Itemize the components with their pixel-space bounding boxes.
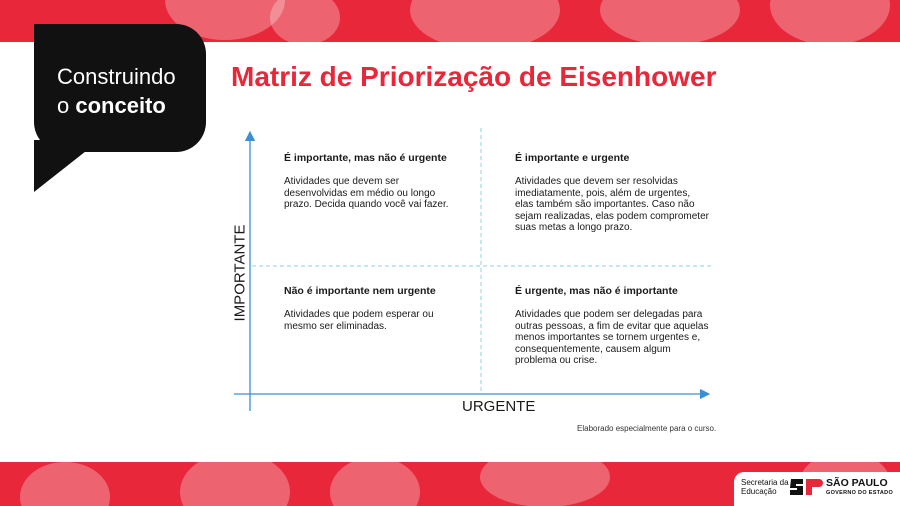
y-axis-label: IMPORTANTE (231, 224, 249, 322)
secretaria-line-2: Educação (741, 487, 777, 496)
state-name: SÃO PAULO (826, 477, 888, 489)
quadrant-text: Atividades que podem ser delegadas para outras pessoas, a fim de evitar que aquelas menos importantes se tornem urgentes e, consequentemente, causem algum problema ou crise. (515, 309, 709, 366)
quadrant-title: É importante e urgente (515, 152, 630, 164)
quadrant-bottom-right (515, 285, 710, 367)
badge-line-1: Construindo (57, 64, 176, 89)
page-title: Matriz de Priorização de Eisenhower (231, 61, 717, 92)
badge-line-2-bold: conceito (75, 93, 166, 118)
quadrant-text: Atividades que podem esperar ou mesmo ser eliminadas. (284, 309, 434, 332)
quadrant-title: É importante, mas não é urgente (284, 152, 447, 164)
secretaria-label (741, 478, 789, 496)
footnote: Elaborado especialmente para o curso. (577, 424, 717, 433)
quadrant-text: Atividades que devem ser desenvolvidas em médio ou longo prazo. Decida quando você vai fazer. (284, 176, 449, 210)
quadrant-top-left (284, 152, 464, 211)
quadrant-title: É urgente, mas não é importante (515, 285, 678, 297)
quadrant-bottom-left (284, 285, 462, 332)
secretaria-line-1: Secretaria da (741, 478, 789, 487)
quadrant-text: Atividades que devem ser resolvidas imediatamente, pois, além de urgentes, elas também são importantes. Caso não sejam realizadas, elas podem comprometer suas metas a longo prazo. (515, 176, 709, 233)
quadrant-top-right (515, 152, 710, 234)
sp-emblem-icon (789, 476, 823, 498)
x-axis-label: URGENTE (462, 398, 536, 415)
state-subtitle: GOVERNO DO ESTADO (826, 490, 894, 496)
quadrant-title: Não é importante nem urgente (284, 285, 436, 297)
badge-line-2-prefix: o (57, 93, 76, 118)
